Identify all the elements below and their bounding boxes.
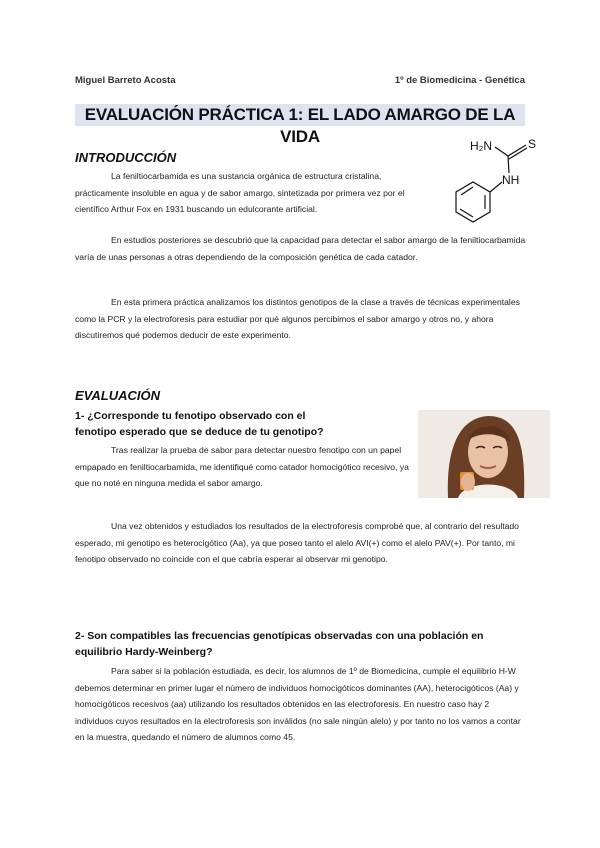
question-2-paragraph-1: Para saber si la población estudiada, es decir, los alumnos de 1º de Biomedicina, cumple el equilibrio H-W debemos determinar en primer lugar el número de individuos homocigóticos dominantes (AA), heterocigóticos (Aa) y homocigóticos recesivos (aa) utilizando los resultados obtenidos en las electroforesis. En nuestro caso hay 2 individuos cuyos resultados en la electroforesis son inválidos (no sale ningún alelo) y por tanto no los vamos a contar en la muestra, quedando el número de alumnos como 45.	[75, 666, 521, 743]
question-1-paragraph-1: Tras realizar la prueba de sabor para detectar nuestro fenotipo con un papel empapado en feniltiocarbamida, me identifiqué como catador homocigótico recesivo, ya que no noté en ninguna medida el sabor amargo.	[75, 445, 409, 489]
phenylthiourea-structure	[440, 136, 550, 236]
course-name: 1º de Biomedicina - Genética	[394, 75, 525, 86]
intro-heading: INTRODUCCIÓN	[75, 150, 177, 165]
woman-tasting-photo	[418, 410, 550, 498]
intro-paragraph-1: La feniltiocarbamida es una sustancia orgánica de estructura cristalina, prácticamente insoluble en agua y de sabor amargo, sintetizada por primera vez por el científico Arthur Fox en 1931 buscando un edulcorante artificial.	[75, 171, 405, 215]
amine-group-label: H₂N	[470, 139, 492, 153]
nh-group-label: NH	[502, 173, 520, 187]
intro-paragraph-2: En estudios posteriores se descubrió que la capacidad para detectar el sabor amargo de la feniltiocarbamida varía de unas personas a otras dependiendo de la composición genética de cada catador.	[75, 235, 526, 262]
evaluation-heading: EVALUACIÓN	[75, 388, 160, 403]
sulfur-label: S	[528, 137, 537, 151]
question-1-paragraph-2: Una vez obtenidos y estudiados los resultados de la electroforesis comprobé que, al contrario del resultado esperado, mi genotipo es heterocigótico (Aa), ya que poseo tanto el alelo AVI(+) como el alelo PAV(+). Por tanto, mi fenotipo observado no coincide con el que cabría esperar al observar mi genotipo.	[75, 521, 519, 565]
intro-paragraph-3: En esta primera práctica analizamos los distintos genotipos de la clase a través de técnicas experimentales como la PCR y la electroforesis para estudiar por qué algunos percibimos el sabor amargo y otros no, y ahora discutiremos qué podemos deducir de este experimento.	[75, 297, 520, 341]
question-2-title: 2- Son compatibles las frecuencias genotípicas observadas con una población en equilibrio Hardy-Weinberg?	[75, 630, 484, 658]
question-1-title: 1- ¿Corresponde tu fenotipo observado con el fenotipo esperado que se deduce de tu genotipo?	[75, 410, 324, 438]
document-title: EVALUACIÓN PRÁCTICA 1: EL LADO AMARGO DE LA VIDA	[75, 104, 525, 126]
author-name: Miguel Barreto Acosta	[75, 75, 176, 86]
